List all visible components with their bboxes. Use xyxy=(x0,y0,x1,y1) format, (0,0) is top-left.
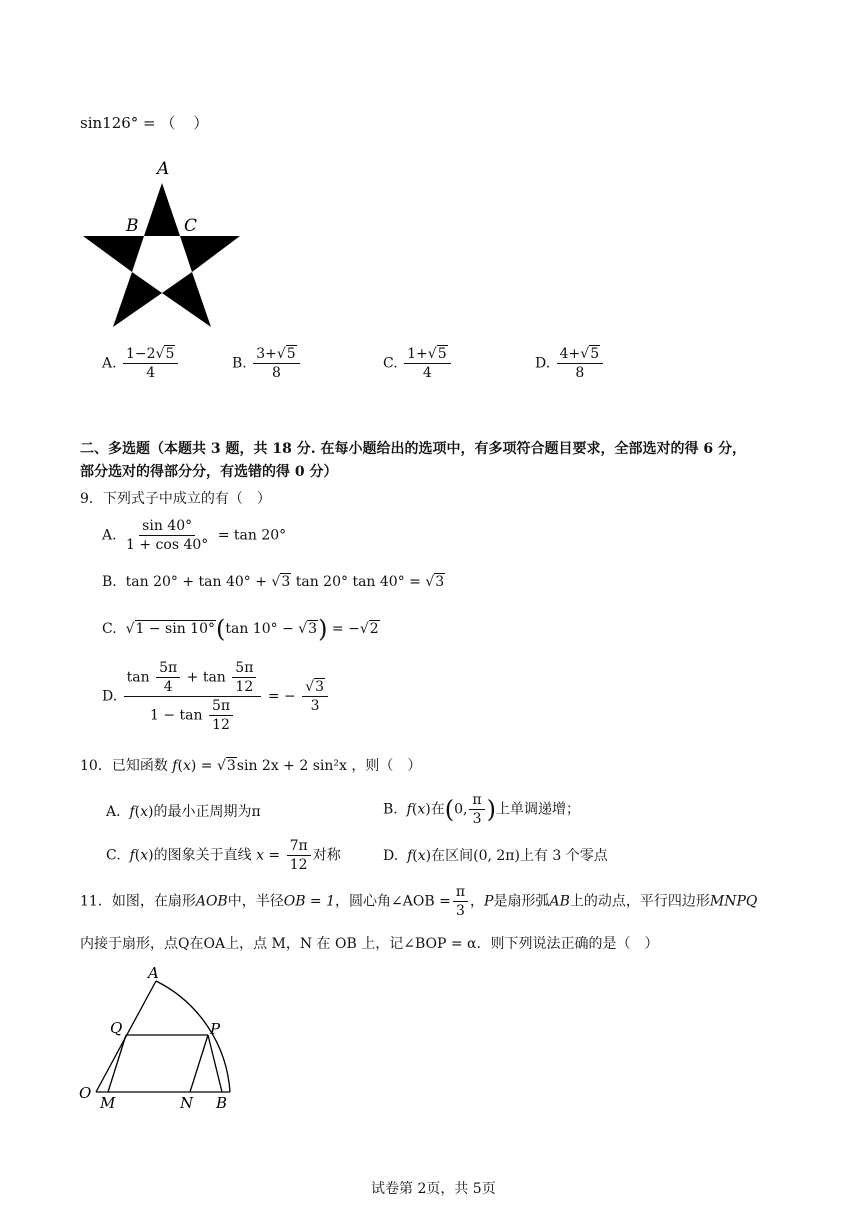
segment-p-arc xyxy=(208,1035,222,1092)
q8-option-b[interactable]: B. $\frac{3+√5}{8}$ xyxy=(232,346,302,381)
label-b: B xyxy=(126,216,139,236)
label-c: C xyxy=(184,216,198,236)
q10-option-c[interactable]: C. f(x)的图象关于直线 x = $\frac{7\pi}{12}$ 对称 xyxy=(106,838,341,874)
label-p: P xyxy=(210,1020,221,1038)
label-a: A xyxy=(157,159,170,179)
q9-option-c[interactable]: C. √1 − sin 10°(tan 10° − √3) = −√2 xyxy=(102,615,379,643)
frac-a: $\frac{1-2√5}{4}$ xyxy=(123,346,178,381)
frac-b: $\frac{3+√5}{8}$ xyxy=(253,346,299,381)
q9a-frac: $\frac{\sin 40^\circ}{1 + \cos 40^\circ}$ xyxy=(126,518,209,554)
q10-option-a[interactable]: A. f(x)的最小正周期为π xyxy=(106,804,261,820)
q10-option-d[interactable]: D. f(x)在区间(0, 2π)上有 3 个零点 xyxy=(383,848,608,864)
frac-d: $\frac{4+√5}{8}$ xyxy=(557,346,603,381)
label-q: Q xyxy=(110,1019,123,1037)
label-n: N xyxy=(180,1094,194,1112)
q8-stem: sin126° = （ ） xyxy=(80,114,209,132)
q11-line2: 内接于扇形，点Q在OA上，点 M，N 在 OB 上，记∠BOP = α．则下列说法正确的是（ ） xyxy=(80,936,659,952)
frac-c: $\frac{1+√5}{4}$ xyxy=(404,346,450,381)
label-a: A xyxy=(148,964,159,982)
q8-option-c[interactable]: C. $\frac{1+√5}{4}$ xyxy=(383,346,453,381)
q8-option-d[interactable]: D. $\frac{4+√5}{8}$ xyxy=(535,346,605,381)
q10-stem: 10．已知函数 f(x) = √3sin 2x + 2 sin²x ，则（ ） xyxy=(80,758,422,774)
q8-option-a[interactable]: A. $\frac{1-2√5}{4}$ xyxy=(102,346,180,381)
label-b: B xyxy=(216,1094,228,1112)
star-figure xyxy=(80,155,245,335)
section2-line2: 部分选对的得部分分，有选错的得 0 分） xyxy=(80,464,338,480)
q10-option-b[interactable]: B. f(x)在(0, $\frac{\pi}{3}$ )上单调递增； xyxy=(383,792,580,828)
section2-line1: 二、多选题（本题共 3 题，共 18 分. 在每小题给出的选项中，有多项符合题目要求，全部选对的得 6 分， xyxy=(80,441,746,457)
q9-option-b[interactable]: B. tan 20° + tan 40° + √3 tan 20° tan 40° = √3 xyxy=(102,574,445,590)
page-footer: 试卷第 2页，共 5页 xyxy=(371,1181,496,1197)
label-m: M xyxy=(100,1094,116,1112)
q9-option-d[interactable]: D. tan $\frac{5\pi}{4}$ + tan $\frac{5\pi}{12}$ 1 − tan $\frac{5\pi}{12}$ = − $\frac{√3}{3}$ xyxy=(102,660,330,733)
segment-pn xyxy=(190,1035,208,1092)
label-o: O xyxy=(79,1084,92,1102)
q9d-big-frac: tan $\frac{5\pi}{4}$ + tan $\frac{5\pi}{12}$ 1 − tan $\frac{5\pi}{12}$ xyxy=(124,660,262,733)
q9-option-a[interactable]: A. $\frac{\sin 40^\circ}{1 + \cos 40^\circ}$ = tan 20° xyxy=(102,518,287,554)
sector-figure xyxy=(76,962,246,1114)
q11-line1: 11．如图，在扇形AOB中，半径OB = 1，圆心角∠AOB = $\frac{\pi}{3}$ ，P是扇形弧AB上的动点，平行四边形MNPQ xyxy=(80,884,758,920)
q9-stem: 9．下列式子中成立的有（ ） xyxy=(80,491,271,507)
